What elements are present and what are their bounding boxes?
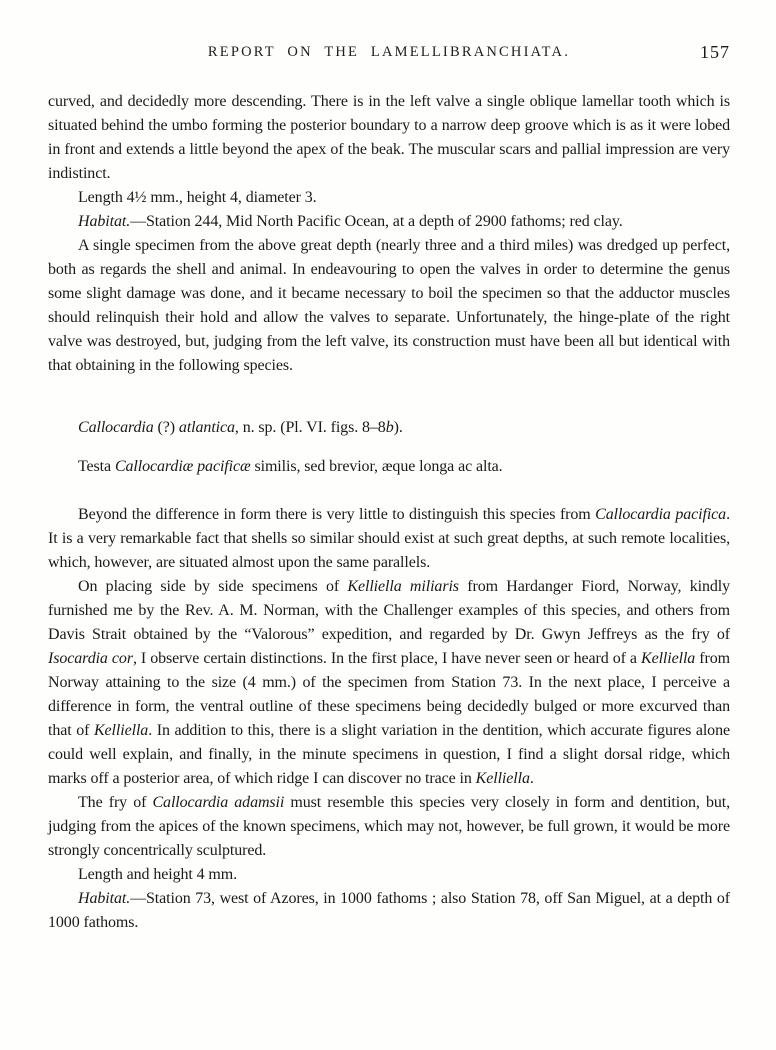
italic-text-run: Callocardia pacifica xyxy=(595,506,727,523)
text-run: Beyond the difference in form there is very little to distinguish this species from xyxy=(78,506,596,523)
text-run: ). xyxy=(393,419,403,436)
text-run: On placing side by side specimens of xyxy=(78,578,348,595)
habitat-line xyxy=(48,210,730,234)
text-run: Testa xyxy=(78,458,115,475)
text-run: similis, sed brevior, æque longa ac alta. xyxy=(250,458,503,475)
italic-text-run: atlantica xyxy=(178,419,235,436)
page-number: 157 xyxy=(700,42,730,62)
italic-text-run: Callocardia adamsii xyxy=(152,794,285,811)
italic-text-run: Kelliella xyxy=(475,770,530,787)
italic-text-run: Callocardiæ pacificæ xyxy=(114,458,251,475)
text-run: from Norway attaining to the size (4 mm.) of the specimen from Station 73. In the next place, I perceive a difference in form, the ventral outline of these specimens being decidedly bulged or more excurved than that of xyxy=(48,650,730,739)
species-heading xyxy=(48,416,730,440)
text-run: A single specimen from the above great depth (nearly three and a third miles) was dredged up perfect, both as regards the shell and animal. In endeavouring to open the valves in order to determine the genus some slight damage was done, and it became necessary to boil the specimen so that the adductor muscles should relinquish their hold and allow the valves to separate. Unfortunately, the hinge-plate of the right valve was destroyed, but, judging from the left valve, its construction must have been all but identical with that obtaining in the following species. xyxy=(48,237,730,374)
text-run: . xyxy=(529,770,534,787)
text-run: , I observe certain distinctions. In the first place, I have never seen or heard of a xyxy=(132,650,641,667)
text-run: . It is a very remarkable fact that shells so similar should exist at such great depths, at such remote localities, which, however, are situated almost upon the same parallels. xyxy=(48,506,730,571)
text-run: curved, and decidedly more descending. There is in the left valve a single oblique lamellar tooth which is situated behind the umbo forming the posterior boundary to a narrow deep groove which is as it were lobed in front and extends a little beyond the apex of the beak. The muscular scars and pallial impression are very indistinct. xyxy=(48,93,730,182)
text-run: , n. sp. (Pl. VI. figs. 8–8 xyxy=(234,419,386,436)
page-body xyxy=(48,90,730,935)
paragraph xyxy=(48,503,730,575)
running-title: REPORT ON THE LAMELLIBRANCHIATA. xyxy=(207,44,571,60)
latin-diagnosis xyxy=(48,455,730,479)
text-run: (?) xyxy=(153,419,179,436)
italic-text-run: Kelliella miliaris xyxy=(347,578,459,595)
italic-text-run: Habitat. xyxy=(78,890,131,907)
italic-text-run: Isocardia cor xyxy=(48,650,133,667)
paragraph xyxy=(48,791,730,863)
measurements-line xyxy=(48,863,730,887)
text-run: from Hardanger Fiord, Norway, kindly furnished me by the Rev. A. M. Norman, with the Challenger examples of this species, and others from Davis Strait obtained by the “Valorous” expedition, and regarded by Dr. Gwyn Jeffreys as the fry of xyxy=(48,578,730,643)
italic-text-run: Kelliella xyxy=(641,650,696,667)
text-run: —Station 73, west of Azores, in 1000 fathoms ; also Station 78, off San Miguel, at a depth of 1000 fathoms. xyxy=(48,890,730,931)
text-run: . In addition to this, there is a slight variation in the dentition, which accurate figures alone could well explain, and finally, in the minute specimens in question, I find a slight dorsal ridge, which marks off a posterior area, of which ridge I can discover no trace in xyxy=(48,722,730,787)
text-run: Length 4½ mm., height 4, diameter 3. xyxy=(78,189,317,206)
habitat-line xyxy=(48,887,730,935)
paragraph-continuation xyxy=(48,90,730,186)
italic-text-run: b xyxy=(385,419,394,436)
text-run: —Station 244, Mid North Pacific Ocean, at a depth of 2900 fathoms; red clay. xyxy=(130,213,623,230)
italic-text-run: Kelliella xyxy=(93,722,149,739)
text-run: must resemble this species very closely in form and dentition, but, judging from the apices of the known specimens, which may not, however, be full grown, it would be more strongly concentrically sculptured. xyxy=(48,794,731,859)
page-header xyxy=(48,44,730,64)
italic-text-run: Callocardia xyxy=(78,419,154,436)
paragraph xyxy=(48,575,730,791)
text-run: Length and height 4 mm. xyxy=(78,866,238,883)
text-run: The fry of xyxy=(78,794,153,811)
italic-text-run: Habitat. xyxy=(78,213,131,230)
measurements-line xyxy=(48,186,730,210)
paragraph xyxy=(48,234,730,378)
